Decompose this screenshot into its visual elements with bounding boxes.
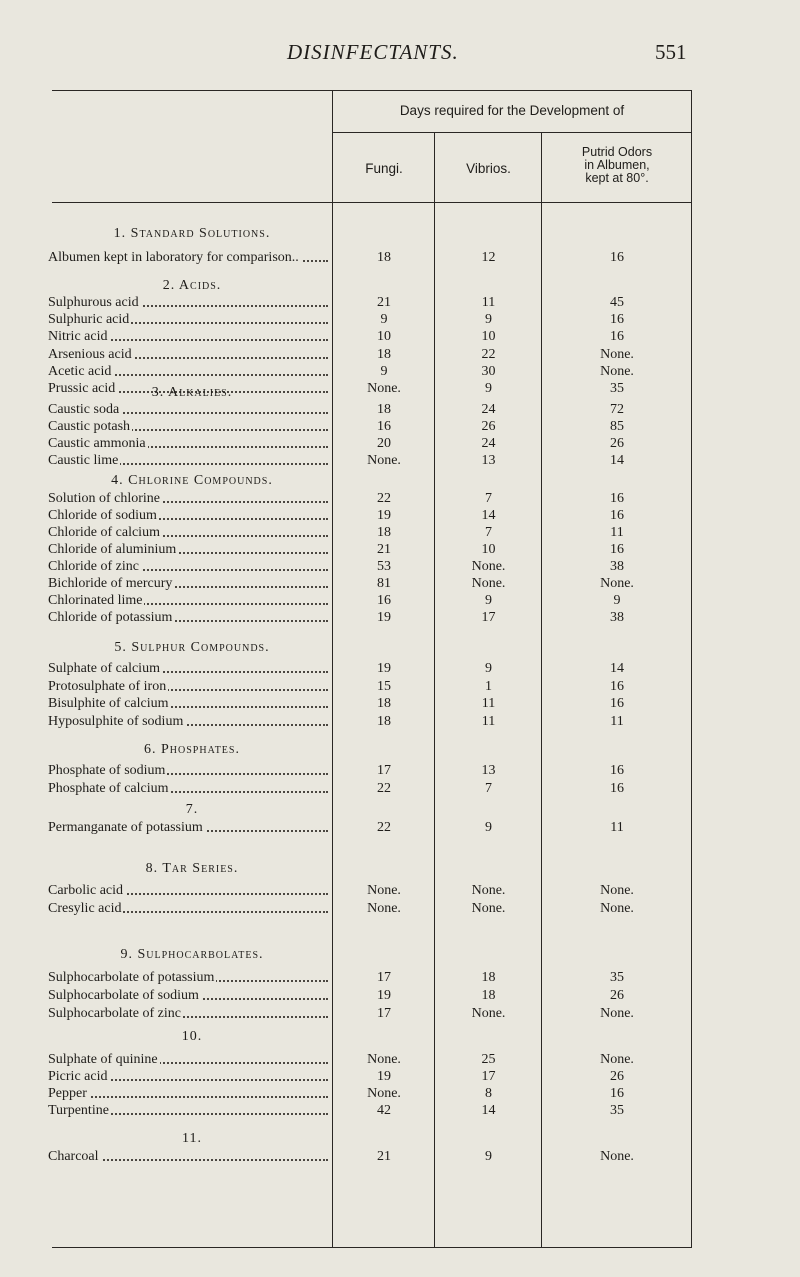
row-label	[48, 763, 328, 779]
cell-putrid: 16	[610, 508, 624, 523]
rule-vibrios-putrid	[541, 132, 542, 1247]
row-label	[48, 453, 328, 469]
cell-vibrios: 26	[481, 419, 496, 434]
row-label	[48, 347, 328, 363]
cell-vibrios: 7	[485, 491, 492, 506]
section-heading: 7.	[185, 802, 199, 817]
row-label-text: Arsenious acid	[48, 346, 132, 362]
row-label	[48, 988, 328, 1004]
cell-putrid: None.	[600, 1006, 634, 1021]
table-right-rule	[691, 90, 692, 1247]
row-label-text: Cresylic acid	[48, 900, 122, 916]
page-number: 551	[655, 40, 687, 64]
cell-vibrios: 18	[481, 988, 496, 1003]
cell-vibrios: 11	[481, 713, 496, 729]
cell-fungi: 21	[377, 1149, 391, 1164]
putrid-header-line-3: kept at 80°.	[585, 171, 649, 185]
cell-fungi: None.	[367, 1052, 401, 1067]
cell-putrid: 26	[610, 1069, 624, 1084]
section-heading: 9. Sulphocarbolates.	[120, 947, 264, 962]
cell-fungi: 19	[377, 1069, 391, 1084]
row-label-text: Chlorinated lime	[48, 593, 143, 608]
row-label-text: Permanganate of potassium	[48, 820, 203, 835]
row-label-text: Sulphocarbolate of sodium	[48, 988, 199, 1003]
section-heading: 2. Acids.	[162, 278, 222, 293]
row-label	[48, 820, 328, 836]
cell-fungi: 17	[377, 970, 391, 985]
cell-vibrios: 13	[481, 763, 496, 778]
section-heading: 11.	[182, 1131, 202, 1146]
row-label-text: Phosphate of sodium	[48, 763, 166, 778]
cell-putrid: 11	[610, 820, 624, 835]
row-label-text: Prussic acid	[48, 381, 116, 396]
row-label	[48, 364, 328, 380]
cell-fungi: 19	[377, 610, 391, 625]
rule-fungi-vibrios	[434, 132, 435, 1247]
row-label	[48, 312, 328, 328]
cell-vibrios: None.	[471, 1006, 506, 1021]
cell-fungi: 21	[377, 542, 391, 557]
cell-putrid: 35	[610, 970, 624, 985]
cell-vibrios: 10	[481, 329, 496, 345]
cell-fungi: 18	[377, 713, 391, 729]
cell-fungi: 19	[377, 988, 391, 1003]
row-label	[48, 696, 328, 712]
row-label	[48, 1149, 328, 1165]
row-label	[48, 661, 328, 677]
cell-vibrios: 9	[485, 1149, 492, 1164]
row-label-text: Nitric acid	[48, 329, 108, 345]
row-label	[48, 970, 328, 986]
section-heading: 3. Alkalies.	[151, 385, 233, 400]
row-label	[48, 329, 328, 345]
cell-fungi: 19	[377, 661, 391, 676]
cell-vibrios: 13	[481, 453, 496, 468]
cell-vibrios: 17	[481, 610, 496, 625]
cell-putrid: 11	[610, 713, 624, 729]
cell-putrid: 16	[610, 763, 624, 778]
cell-vibrios: 9	[485, 820, 492, 835]
cell-putrid: 16	[610, 780, 624, 796]
cell-vibrios: 1	[485, 678, 492, 694]
cell-putrid: 9	[613, 593, 621, 608]
cell-fungi: 16	[377, 419, 391, 434]
cell-vibrios: 8	[485, 1086, 492, 1101]
running-title: DISINFECTANTS.	[287, 40, 459, 64]
row-label-text: Bisulphite of calcium	[48, 696, 169, 711]
row-label	[48, 593, 328, 609]
cell-putrid: None.	[600, 883, 634, 898]
cell-fungi: 22	[377, 491, 391, 506]
cell-vibrios: None.	[471, 883, 506, 898]
cell-vibrios: 7	[485, 780, 492, 796]
row-label	[48, 1052, 328, 1068]
row-label	[48, 250, 328, 266]
row-label-text: Sulphurous acid	[48, 295, 139, 310]
putrid-header-line-1: Putrid Odors	[581, 145, 653, 159]
cell-vibrios: 14	[481, 1103, 496, 1118]
cell-putrid: 11	[610, 525, 624, 540]
cell-vibrios: None.	[471, 559, 506, 574]
column-header-fungi: Fungi.	[365, 161, 403, 176]
cell-vibrios: 9	[485, 312, 492, 328]
cell-putrid: 35	[610, 381, 624, 396]
row-label	[48, 491, 328, 507]
row-label-text: Acetic acid	[48, 363, 112, 379]
cell-fungi: 20	[377, 436, 391, 451]
row-label-text: Sulphate of quinine	[48, 1052, 158, 1067]
row-label-text: Caustic potash	[48, 419, 131, 434]
cell-putrid: 38	[610, 610, 624, 625]
cell-fungi: None.	[367, 381, 401, 396]
row-label	[48, 1086, 328, 1102]
cell-fungi: 10	[377, 329, 391, 345]
cell-fungi: None.	[367, 883, 401, 898]
row-label	[48, 402, 328, 418]
cell-vibrios: 24	[481, 402, 496, 417]
cell-fungi: None.	[367, 1086, 401, 1101]
cell-putrid: 16	[610, 542, 624, 557]
row-label	[48, 559, 328, 575]
row-label-text: Turpentine	[48, 1103, 109, 1118]
row-label-text: Caustic ammonia	[48, 436, 146, 451]
section-heading: 6. Phosphates.	[144, 742, 240, 757]
cell-putrid: None.	[600, 1149, 634, 1164]
row-label-text: Chloride of potassium	[48, 610, 173, 625]
cell-fungi: 22	[377, 820, 391, 835]
group-heading: Days required for the Development of	[399, 103, 625, 118]
putrid-header-line-2: in Albumen,	[584, 158, 650, 172]
section-heading: 1. Standard Solutions.	[113, 226, 271, 241]
cell-fungi: 18	[377, 525, 391, 540]
table-top-rule	[52, 90, 692, 91]
cell-vibrios: 9	[485, 381, 492, 396]
cell-vibrios: 14	[481, 508, 496, 523]
cell-putrid: 45	[610, 295, 624, 310]
cell-vibrios: 11	[481, 295, 496, 310]
cell-fungi: 17	[377, 763, 391, 778]
cell-vibrios: 30	[481, 363, 496, 379]
cell-fungi: None.	[367, 900, 401, 916]
row-label	[48, 1069, 328, 1085]
cell-fungi: 9	[380, 363, 388, 379]
row-label	[48, 883, 328, 899]
cell-vibrios: 18	[481, 970, 496, 985]
cell-fungi: 53	[377, 559, 391, 574]
row-label	[48, 714, 328, 730]
row-label	[48, 525, 328, 541]
cell-vibrios: 7	[485, 525, 492, 540]
row-label-text: Caustic soda	[48, 402, 120, 417]
cell-putrid: 72	[610, 402, 624, 417]
row-label	[48, 781, 328, 797]
row-label-text: Solution of chlorine	[48, 491, 160, 506]
cell-fungi: 21	[377, 295, 391, 310]
cell-vibrios: 17	[481, 1069, 496, 1084]
row-label	[48, 1103, 328, 1119]
header-bottom-rule	[52, 202, 692, 203]
cell-fungi: 22	[377, 780, 391, 796]
cell-fungi: None.	[367, 453, 401, 468]
cell-putrid: 35	[610, 1103, 624, 1118]
row-label	[48, 542, 328, 558]
group-heading-rule	[332, 132, 692, 133]
row-label	[48, 901, 328, 917]
row-label	[48, 576, 328, 592]
cell-putrid: 38	[610, 559, 624, 574]
cell-vibrios: 25	[481, 1052, 496, 1067]
cell-fungi: 17	[377, 1006, 391, 1021]
page-header	[0, 40, 800, 70]
row-label	[48, 508, 328, 524]
cell-vibrios: 11	[481, 696, 496, 711]
cell-putrid: 16	[610, 312, 624, 328]
cell-putrid: None.	[600, 346, 634, 362]
cell-vibrios: 9	[485, 593, 492, 608]
cell-putrid: 14	[610, 453, 624, 468]
section-heading: 8. Tar Series.	[145, 861, 239, 876]
cell-fungi: 18	[377, 346, 391, 362]
cell-fungi: 15	[377, 678, 391, 694]
cell-vibrios: 24	[481, 436, 496, 451]
section-heading: 10.	[181, 1029, 203, 1044]
row-label-text: Protosulphate of iron	[48, 678, 167, 694]
cell-putrid: 85	[610, 419, 624, 434]
row-label-text: Phosphate of calcium	[48, 780, 169, 796]
cell-putrid: None.	[600, 363, 634, 379]
cell-fungi: 81	[377, 576, 391, 591]
cell-vibrios: 10	[481, 542, 496, 557]
row-label	[48, 436, 328, 452]
section-heading: 4. Chlorine Compounds.	[111, 473, 273, 488]
cell-putrid: 16	[610, 1086, 624, 1101]
row-label-text: Picric acid	[48, 1069, 108, 1084]
row-label-text: Sulphocarbolate of potassium	[48, 970, 215, 985]
cell-putrid: 16	[610, 250, 624, 265]
cell-vibrios: None.	[471, 576, 506, 591]
cell-putrid: 26	[610, 436, 624, 451]
row-label-text: Bichloride of mercury	[48, 576, 173, 591]
cell-putrid: 16	[610, 678, 624, 694]
disinfectant-table	[48, 90, 692, 1248]
row-label-text: Hyposulphite of sodium	[48, 713, 184, 729]
row-label	[48, 1006, 328, 1022]
row-label-text: Carbolic acid	[48, 883, 124, 898]
cell-putrid: 16	[610, 329, 624, 345]
cell-putrid: 16	[610, 491, 624, 506]
cell-putrid: None.	[600, 1052, 634, 1067]
row-label	[48, 295, 328, 311]
table-bottom-rule	[52, 1247, 692, 1248]
column-header-putrid-odors	[543, 146, 691, 185]
cell-fungi: 16	[377, 593, 391, 608]
row-label-text: Chloride of zinc	[48, 559, 139, 574]
column-header-vibrios: Vibrios.	[466, 161, 511, 176]
row-label-text: Sulphate of calcium	[48, 661, 160, 676]
cell-fungi: 19	[377, 508, 391, 523]
cell-vibrios: 22	[481, 346, 496, 362]
row-label-text: Caustic lime	[48, 453, 119, 468]
row-label	[48, 610, 328, 626]
row-label-text: Pepper	[48, 1086, 87, 1101]
cell-putrid: None.	[600, 576, 634, 591]
row-label-text: Albumen kept in laboratory for comparison..	[48, 250, 299, 265]
row-label	[48, 679, 328, 695]
cell-fungi: 18	[377, 696, 391, 711]
row-label-text: Chloride of aluminium	[48, 542, 177, 557]
row-label-text: Chloride of calcium	[48, 525, 160, 540]
row-label	[48, 419, 328, 435]
cell-putrid: 16	[610, 696, 624, 711]
row-label-text: Sulphocarbolate of zinc	[48, 1006, 181, 1021]
section-heading: 5. Sulphur Compounds.	[114, 640, 270, 655]
cell-vibrios: None.	[471, 900, 506, 916]
cell-putrid: 14	[610, 661, 624, 676]
cell-fungi: 18	[377, 402, 391, 417]
row-label-text: Charcoal	[48, 1149, 99, 1164]
rule-label-fungi	[332, 90, 333, 1247]
cell-fungi: 9	[380, 312, 388, 328]
cell-fungi: 18	[377, 250, 391, 265]
cell-fungi: 42	[377, 1103, 391, 1118]
cell-vibrios: 9	[485, 661, 492, 676]
cell-putrid: 26	[610, 988, 624, 1003]
row-label-text: Chloride of sodium	[48, 508, 157, 523]
cell-putrid: None.	[600, 900, 634, 916]
row-label-text: Sulphuric acid	[48, 312, 130, 328]
cell-vibrios: 12	[481, 250, 496, 265]
